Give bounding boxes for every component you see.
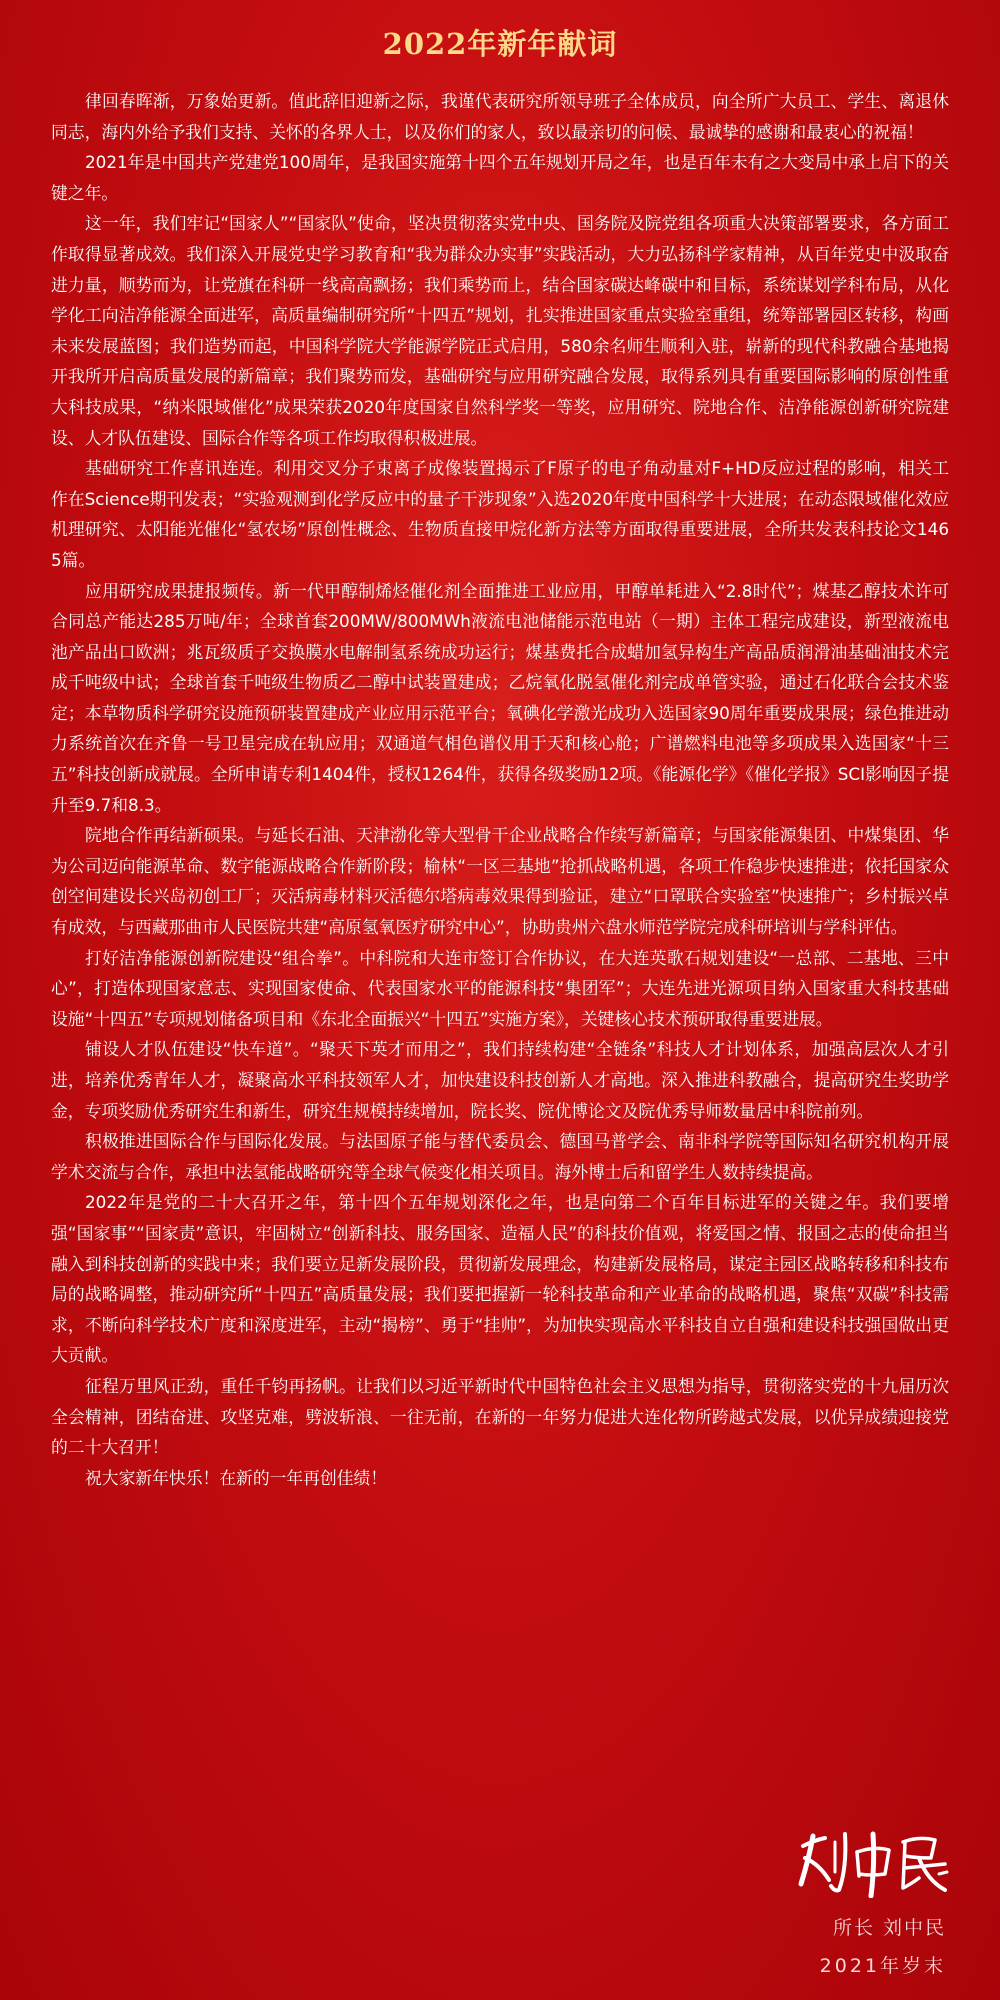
paragraph-basic-research: 基础研究工作喜讯连连。利用交叉分子束离子成像装置揭示了F原子的电子角动量对F+HD反应过程的影响，相关工作在Science期刊发表；“实验观测到化学反应中的量子干涉现象”入选2020年度中国科学十大进展；在动态限域催化效应机理研究、太阳能光催化“氢农场”原创性概念、生物质直接甲烷化新方法等方面取得重要进展，全所共发表科技论文1465篇。: [51, 458, 949, 570]
signature-date: 2021年岁末: [819, 1955, 946, 1977]
paragraph-talent: 铺设人才队伍建设“快车道”。“聚天下英才而用之”，我们持续构建“全链条”科技人才计划体系，加强高层次人才引进，培养优秀青年人才，凝聚高水平科技领军人才，加快建设科技创新人才高地。深入推进科教融合，提高研究生奖助学金，专项奖励优秀研究生和新生，研究生规模持续增加，院长奖、院优博论文及院优秀导师数量居中科院前列。: [51, 1039, 949, 1121]
paragraph-achievements: 这一年，我们牢记“国家人”“国家队”使命，坚决贯彻落实党中央、国务院及院党组各项重大决策部署要求，各方面工作取得显著成效。我们深入开展党史学习教育和“我为群众办实事”实践活动，大力弘扬科学家精神，从百年党史中汲取奋进力量，顺势而为，让党旗在科研一线高高飘扬；我们乘势而上，结合国家碳达峰碳中和目标，系统谋划学科布局，从化学化工向洁净能源全面进军，高质量编制研究所“十四五”规划，扎实推进国家重点实验室重组，统筹部署园区转移，构画未来发展蓝图；我们造势而起，中国科学院大学能源学院正式启用，580余名师生顺利入驻，崭新的现代科教融合基地揭开我所开启高质量发展的新篇章；我们聚势而发，基础研究与应用研究融合发展，取得系列具有重要国际影响的原创性重大科技成果，“纳米限域催化”成果荣获2020年度国家自然科学奖一等奖，应用研究、院地合作、洁净能源创新研究院建设、人才队伍建设、国际合作等各项工作均取得积极进展。: [51, 213, 949, 448]
handwritten-signature: [795, 1828, 950, 1898]
paragraph-applied-research: 应用研究成果捷报频传。新一代甲醇制烯烃催化剂全面推进工业应用，甲醇单耗进入“2.8时代”；煤基乙醇技术许可合同总产能达285万吨/年；全球首套200MW/800MWh液流电池储能示范电站（一期）主体工程完成建设，新型液流电池产品出口欧洲；兆瓦级质子交换膜水电解制氢系统成功运行；煤基费托合成蜡加氢异构生产高品质润滑油基础油技术完成千吨级中试；全球首套千吨级生物质乙二醇中试装置建成；乙烷氧化脱氢催化剂完成单管实验，通过石化联合会技术鉴定；本草物质科学研究设施预研装置建成产业应用示范平台；氧碘化学激光成功入选国家90周年重要成果展；绿色推进动力系统首次在齐鲁一号卫星完成在轨应用；双通道气相色谱仪用于天和核心舱；广谱燃料电池等多项成果入选国家“十三五”科技创新成就展。全所申请专利1404件，授权1264件，获得各级奖励12项。《能源化学》《催化学报》SCI影响因子提升至9.7和8.3。: [51, 580, 949, 815]
paragraph-closing: 征程万里风正劲，重任千钧再扬帆。让我们以习近平新时代中国特色社会主义思想为指导，贯彻落实党的十九届历次全会精神，团结奋进、攻坚克难，劈波斩浪、一往无前，在新的一年努力促进大连化物所跨越式发展，以优异成绩迎接党的二十大召开！: [51, 1375, 949, 1458]
paragraph-international: 积极推进国际合作与国际化发展。与法国原子能与替代委员会、德国马普学会、南非科学院等国际知名研究机构开展学术交流与合作，承担中法氢能战略研究等全球气候变化相关项目。海外博士后和留学生人数持续提高。: [51, 1131, 949, 1182]
page-title: 2022年新年献词: [382, 27, 618, 61]
paragraph-clean-energy: 打好洁净能源创新院建设“组合拳”。中科院和大连市签订合作协议，在大连英歌石规划建设“一总部、二基地、三中心”，打造体现国家意志、实现国家使命、代表国家水平的能源科技“集团军”；大连先进光源项目纳入国家重大科技基础设施“十四五”专项规划储备项目和《东北全面振兴“十四五”实施方案》，关键核心技术预研取得重要进展。: [51, 947, 949, 1029]
paragraph-opening: 律回春晖渐，万象始更新。值此辞旧迎新之际，我谨代表研究所领导班子全体成员，向全所广大员工、学生、离退休同志，海内外给予我们支持、关怀的各界人士，以及你们的家人，致以最亲切的问候、最诚挚的感谢和最衷心的祝福！: [51, 91, 949, 142]
letter-body: [51, 86, 949, 1493]
paragraph-wishes: 祝大家新年快乐！在新的一年再创佳绩！: [85, 1467, 388, 1488]
paragraph-regional-cooperation: 院地合作再结新硕果。与延长石油、天津渤化等大型骨干企业战略合作续写新篇章；与国家能源集团、中煤集团、华为公司迈向能源革命、数字能源战略合作新阶段；榆林“一区三基地”抢抓战略机遇，各项工作稳步快速推进；依托国家众创空间建设长兴岛初创工厂；灭活病毒材料灭活德尔塔病毒效果得到验证，建立“口罩联合实验室”快速推广；乡村振兴卓有成效，与西藏那曲市人民医院共建“高原氢氧医疗研究中心”，协助贵州六盘水师范学院完成科研培训与学科评估。: [51, 825, 949, 938]
paragraph-centenary: 2021年是中国共产党建党100周年，是我国实施第十四个五年规划开局之年，也是百年未有之大变局中承上启下的关键之年。: [51, 152, 949, 203]
paragraph-2022-outlook: 2022年是党的二十大召开之年，第十四个五年规划深化之年，也是向第二个百年目标进军的关键之年。我们要增强“国家事”“国家责”意识，牢固树立“创新科技、服务国家、造福人民”的科技价值观，将爱国之情、报国之志的使命担当融入到科技创新的实践中来；我们要立足新发展阶段，贯彻新发展理念，构建新发展格局，谋定主园区战略转移和科技布局的战略调整，推动研究所“十四五”高质量发展；我们要把握新一轮科技革命和产业革命的战略机遇，聚焦“双碳”科技需求，不断向科学技术广度和深度进军，主动“揭榜”、勇于“挂帅”，为加快实现高水平科技自立自强和建设科技强国做出更大贡献。: [51, 1192, 949, 1366]
signature-title: 所长 刘中民: [832, 1917, 946, 1939]
